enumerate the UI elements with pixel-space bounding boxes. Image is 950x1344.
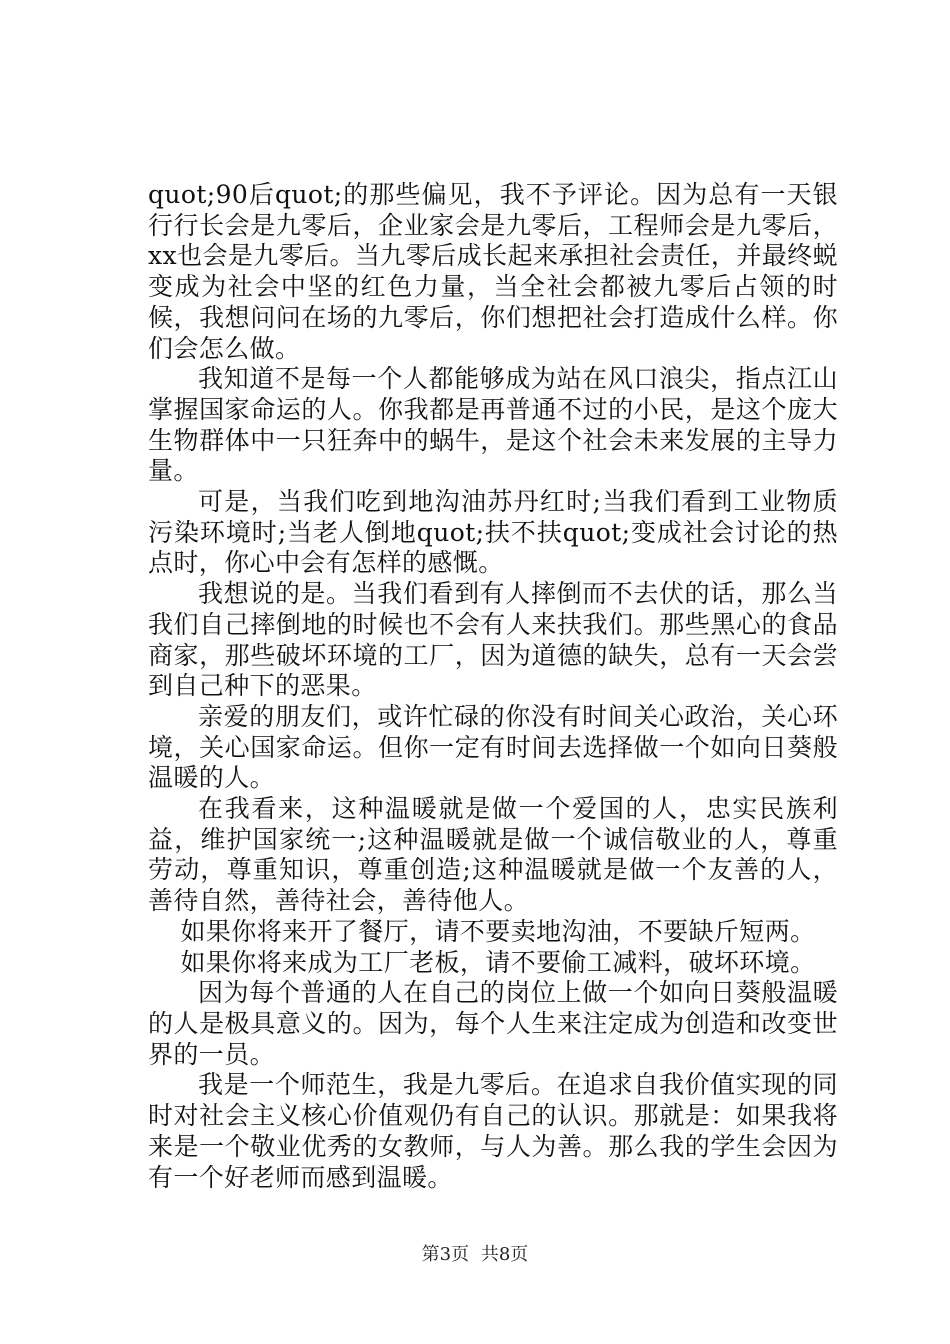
paragraph: 可是，当我们吃到地沟油苏丹红时;当我们看到工业物质污染环境时;当老人倒地quot;扶不扶quot;变成社会讨论的热点时，你心中会有怎样的感慨。 — [148, 487, 838, 578]
paragraph: 如果你将来成为工厂老板，请不要偷工减料，破坏环境。 — [180, 947, 816, 977]
document-body — [148, 180, 838, 1193]
paragraph: 因为每个普通的人在自己的岗位上做一个如向日葵般温暖的人是极具意义的。因为，每个人生来注定成为创造和改变世界的一员。 — [148, 978, 838, 1069]
paragraph: quot;90后quot;的那些偏见，我不予评论。因为总有一天银行行长会是九零后，企业家会是九零后，工程师会是九零后，xx也会是九零后。当九零后成长起来承担社会责任，并最终蜕变成为社会中坚的红色力量，当全社会都被九零后占领的时候，我想问问在场的九零后，你们想把社会打造成什么样。你们会怎么做。 — [148, 180, 838, 363]
paragraph: 我知道不是每一个人都能够成为站在风口浪尖，指点江山掌握国家命运的人。你我都是再普通不过的小民，是这个庞大生物群体中一只狂奔中的蜗牛，是这个社会未来发展的主导力量。 — [148, 364, 838, 486]
paragraph: 在我看来，这种温暖就是做一个爱国的人，忠实民族利益，维护国家统一;这种温暖就是做一个诚信敬业的人，尊重劳动，尊重知识，尊重创造;这种温暖就是做一个友善的人，善待自然，善待社会，善待他人。 — [148, 794, 838, 916]
paragraph: 亲爱的朋友们，或许忙碌的你没有时间关心政治，关心环境，关心国家命运。但你一定有时间去选择做一个如向日葵般温暖的人。 — [148, 701, 838, 793]
page-number: 第3页 — [421, 1244, 470, 1265]
paragraph: 我是一个师范生，我是九零后。在追求自我价值实现的同时对社会主义核心价值观仍有自己的认识。那就是：如果我将来是一个敬业优秀的女教师，与人为善。那么我的学生会因为有一个好老师而感到温暖。 — [148, 1070, 838, 1192]
paragraph: 我想说的是。当我们看到有人摔倒而不去伏的话，那么当我们自己摔倒地的时候也不会有人来扶我们。那些黑心的食品商家，那些破坏环境的工厂，因为道德的缺失，总有一天会尝到自己种下的恶果。 — [148, 579, 838, 701]
page-footer — [0, 1244, 950, 1266]
page-total: 共8页 — [480, 1244, 529, 1265]
paragraph: 如果你将来开了餐厅，请不要卖地沟油，不要缺斤短两。 — [180, 916, 816, 946]
